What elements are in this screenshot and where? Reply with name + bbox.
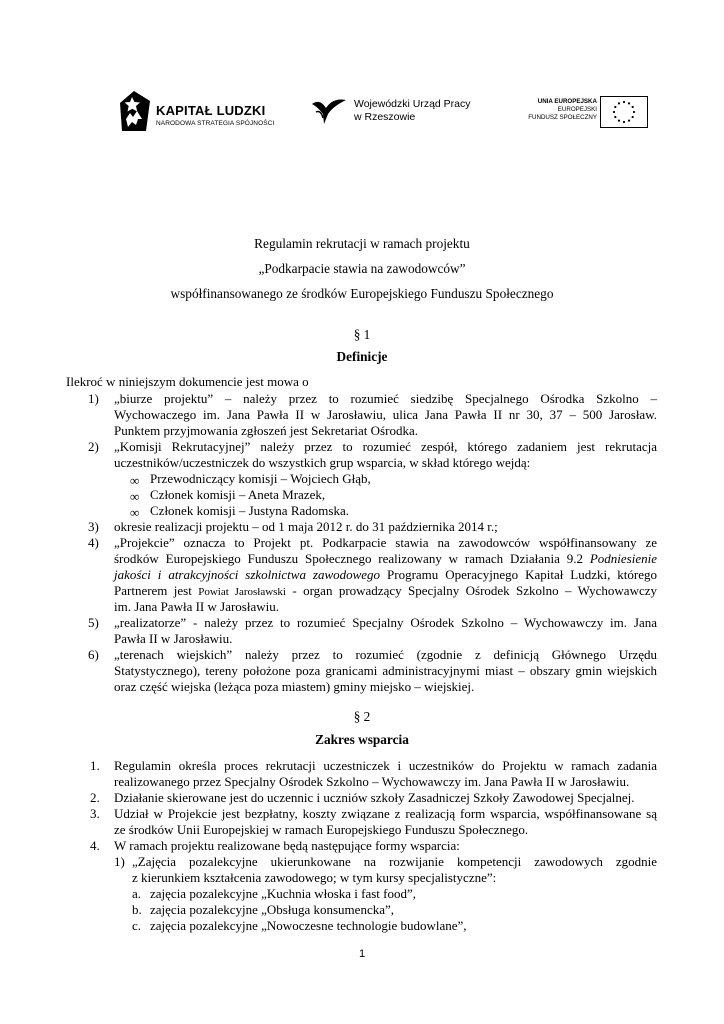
eu-star-icon xyxy=(632,106,634,108)
item-text: okresie realizacji projektu – od 1 maja 2012 r. do 31 października 2014 r.; xyxy=(114,519,498,534)
page-number: 1 xyxy=(358,948,366,960)
eu-line2: EUROPEJSKI xyxy=(557,106,597,113)
item-text: oraz część wiejska (leżąca poza miastem) gminy miejsko – wiejskiej. xyxy=(114,679,475,694)
wup-line2: w Rzeszowie xyxy=(354,111,416,123)
infinity-bullet-icon: ∞ xyxy=(130,505,140,520)
item-text: Pawła II w Jarosławiu. xyxy=(114,631,233,646)
infinity-bullet-icon: ∞ xyxy=(130,473,140,488)
item-text xyxy=(114,583,657,599)
item-number: 3) xyxy=(88,519,99,534)
eu-star-icon xyxy=(632,116,634,118)
item-text: ze środków Unii Europejskiej w ramach Europejskiego Funduszu Społecznego. xyxy=(114,822,529,837)
committee-member: Członek komisji – Aneta Mrazek, xyxy=(150,487,326,502)
eu-star-icon xyxy=(614,116,616,118)
item-number: 1) xyxy=(88,391,99,406)
item-text-part: - organ prowadzący Specjalny Ośrodek Szkolno – Wychowawczy xyxy=(292,583,658,598)
item-text: „Komisji Rekrutacyjnej” należy przez to rozumieć zespół, którego zadaniem jest rekrutacja xyxy=(114,439,657,454)
header-logos xyxy=(0,86,724,136)
item-text-part: środków Europejskiego Funduszu Społecznego realizowany w ramach Działania 9.2 xyxy=(114,551,583,566)
italic-text: jakości i atrakcyjności szkolnictwa zawodowego xyxy=(114,567,381,582)
eu-star-icon xyxy=(618,120,620,122)
item-number: 3. xyxy=(90,806,100,821)
item-text xyxy=(114,567,657,583)
item-text: z kierunkiem kształcenia zawodowego; w tym kursy specjalistyczne”: xyxy=(132,870,497,885)
committee-member: Członek komisji – Justyna Radomska. xyxy=(150,503,349,518)
item-number: 2) xyxy=(88,439,99,454)
item-text: Regulamin określa proces rekrutacji uczestniczek i uczestników do Projektu w ramach zadania xyxy=(114,758,657,773)
item-number: 4. xyxy=(90,838,100,853)
section1-title: Definicje xyxy=(336,349,388,364)
item-text: „realizatorze” - należy przez to rozumieć Specjalny Ośrodek Szkolno – Wychowawczy im. Jana xyxy=(114,615,657,630)
item-number: 4) xyxy=(88,535,99,550)
committee-member: Przewodniczący komisji – Wojciech Głąb, xyxy=(150,471,371,486)
item-text: im. Jana Pawła II w Jarosławiu. xyxy=(114,599,279,614)
kapital-ludzki-emblem-icon xyxy=(118,89,152,133)
letter-text: zajęcia pozalekcyjne „Nowoczesne technologie budowlane”, xyxy=(150,918,467,933)
eu-star-icon xyxy=(623,121,625,123)
eu-star-icon xyxy=(628,120,630,122)
wup-name xyxy=(354,98,471,124)
powiat-text: Powiat Jarosławski xyxy=(198,586,286,598)
eu-star-icon xyxy=(613,111,615,113)
item-number: 1. xyxy=(90,758,100,773)
kapital-ludzki-subtitle: NARODOWA STRATEGIA SPÓJNOŚCI xyxy=(156,120,275,127)
section2-title: Zakres wsparcia xyxy=(315,732,409,747)
item-text: uczestników/uczestniczek do wszystkich grup wsparcia, w skład którego wejdą: xyxy=(114,455,531,470)
letter-text: zajęcia pozalekcyjne „Kuchnia włoska i fast food”, xyxy=(150,886,417,901)
kapital-ludzki-title: KAPITAŁ LUDZKI xyxy=(156,103,266,118)
item-number: 6) xyxy=(88,647,99,662)
eu-star-icon xyxy=(614,106,616,108)
item-text: Punktem przyjmowania zgłoszeń jest Sekretariat Ośrodka. xyxy=(114,423,418,438)
item-text: „Projekcie” oznacza to Projekt pt. Podkarpacie stawia na zawodowców współfinansowany ze xyxy=(114,535,657,550)
eu-flag-icon xyxy=(600,96,648,128)
item-number: 2. xyxy=(90,790,100,805)
item-text-part: Partnerem jest xyxy=(114,583,192,598)
section1-intro: Ilekroć w niniejszym dokumencie jest mowa o xyxy=(66,374,309,389)
item-text: realizowanego przez Specjalny Ośrodek Szkolno – Wychowawczy im. Jana Pawła II w Jarosławiu. xyxy=(114,774,630,789)
letter-text: zajęcia pozalekcyjne „Obsługa konsumencka”, xyxy=(150,902,394,917)
item-number: 5) xyxy=(88,615,99,630)
item-text: Wychowaczego im. Jana Pawła II w Jarosławiu, ulica Jana Pawła II nr 30, 37 – 500 Jarosław. xyxy=(114,407,657,422)
italic-text: Podniesienie xyxy=(589,551,657,566)
item-text: „biurze projektu” – należy przez to rozumieć siedzibę Specjalnego Ośrodka Szkolno – xyxy=(114,391,657,406)
wup-logo xyxy=(310,94,480,130)
section1-number: § 1 xyxy=(353,327,371,342)
letter-number: b. xyxy=(132,902,142,917)
document-title-line1: Regulamin rekrutacji w ramach projektu xyxy=(254,236,470,251)
eu-line3: FUNDUSZ SPOŁECZNY xyxy=(528,114,597,121)
item-text-part: Programu Operacyjnego Kapitał Ludzki, którego xyxy=(387,567,657,582)
item-text: „Zajęcia pozalekcyjne ukierunkowane na rozwijanie kompetencji zawodowych zgodnie xyxy=(132,854,657,869)
letter-number: c. xyxy=(132,918,142,933)
section2-number: § 2 xyxy=(353,709,371,724)
infinity-bullet-icon: ∞ xyxy=(130,489,140,504)
document-title-line3: współfinansowanego ze środków Europejskiego Funduszu Społecznego xyxy=(170,286,554,301)
item-text: Działanie skierowane jest do uczennic i uczniów szkoły Zasadniczej Szkoły Zawodowej Specjalnej. xyxy=(114,790,635,805)
item-text: „terenach wiejskich” należy przez to rozumieć (zgodnie z definicją Głównego Urzędu xyxy=(114,647,657,662)
eu-star-icon xyxy=(633,111,635,113)
kapital-ludzki-logo xyxy=(118,89,288,133)
eu-line1: UNIA EUROPEJSKA xyxy=(537,98,597,105)
eu-text xyxy=(528,98,597,122)
eu-star-icon xyxy=(623,101,625,103)
letter-number: a. xyxy=(132,886,142,901)
eu-logo xyxy=(530,96,652,130)
item-text: Udział w Projekcie jest bezpłatny, koszty związane z realizacją form wsparcia, współfinansowane są xyxy=(114,806,657,821)
item-text: W ramach projektu realizowane będą następujące formy wsparcia: xyxy=(114,838,460,853)
item-number: 1) xyxy=(114,854,125,869)
wup-line1: Wojewódzki Urząd Pracy xyxy=(354,98,471,110)
item-text: Statystycznego), tereny położone poza granicami administracyjnymi miast – obszary gmin wiejskich xyxy=(114,663,657,678)
eu-star-icon xyxy=(628,102,630,104)
wup-bird-icon xyxy=(310,96,350,126)
document-title-line2: „Podkarpacie stawia na zawodowców” xyxy=(258,261,466,276)
item-text xyxy=(114,551,657,567)
eu-star-icon xyxy=(618,102,620,104)
